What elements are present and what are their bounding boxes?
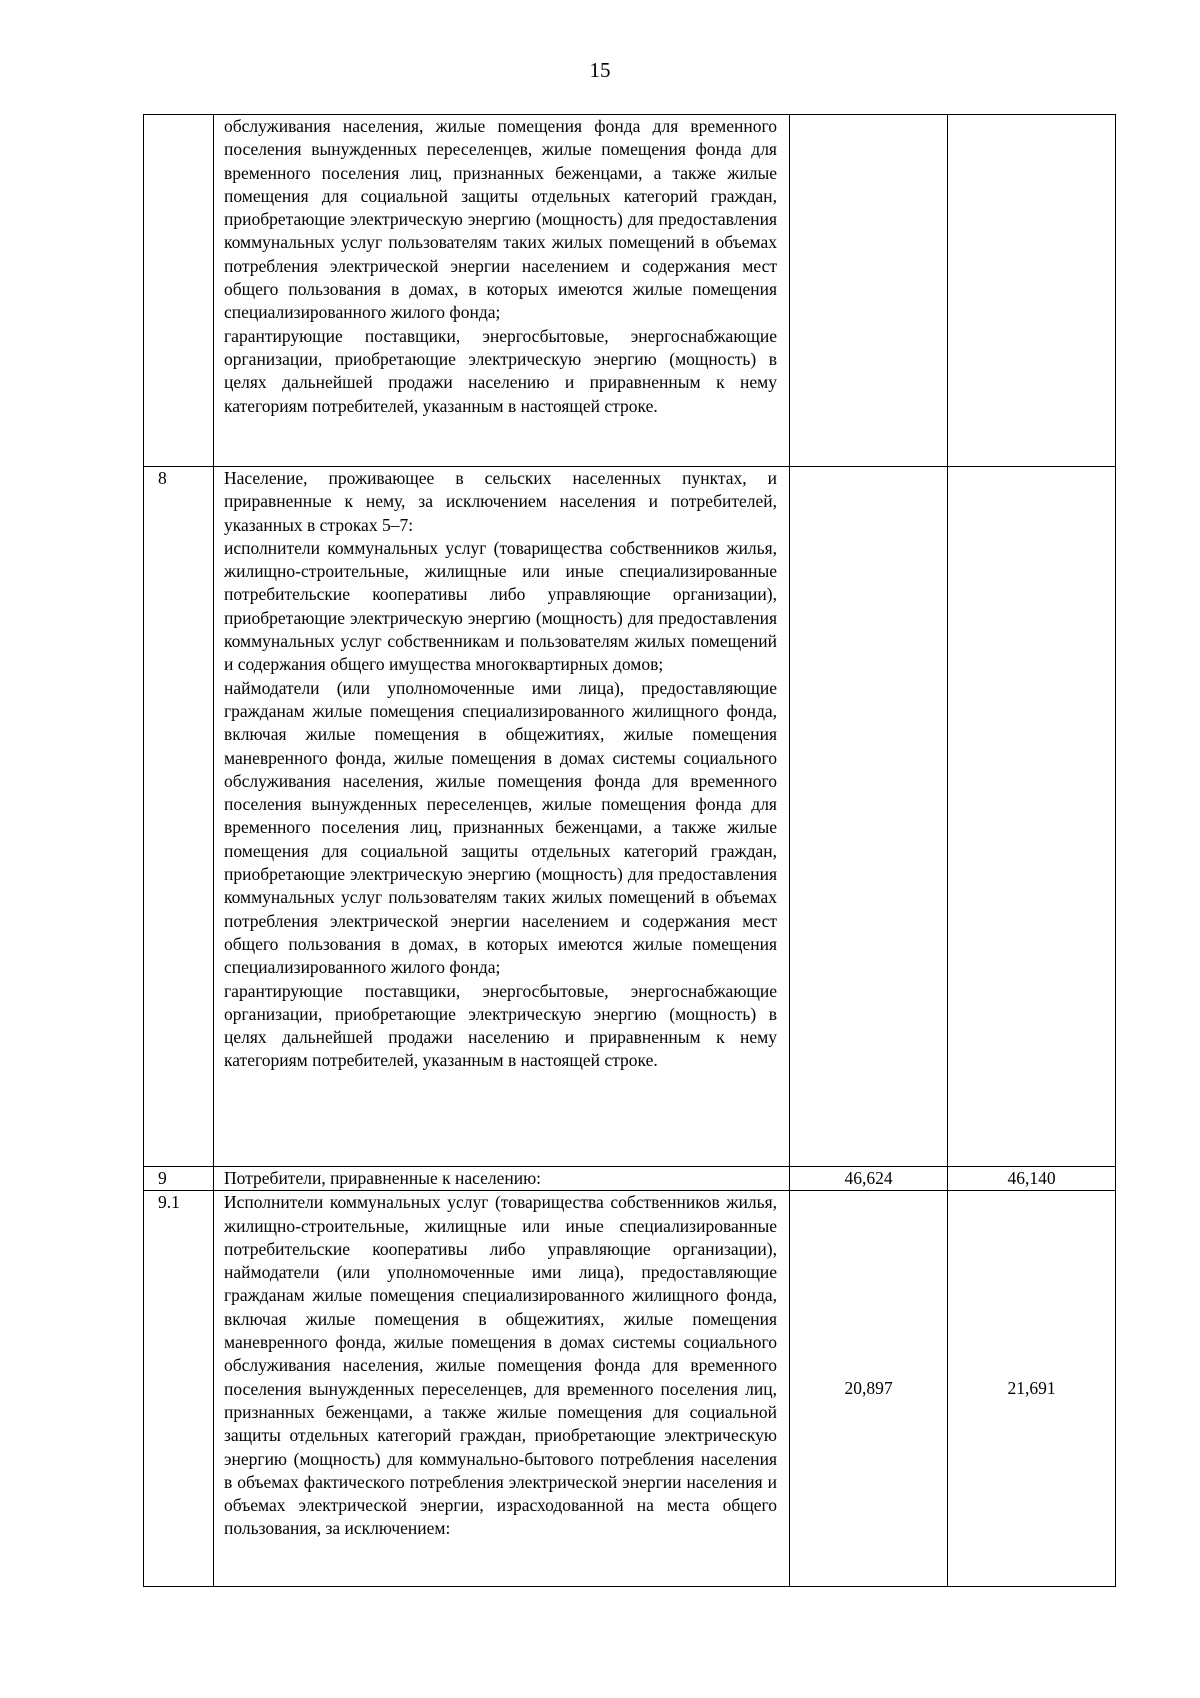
- page-number: 15: [589, 58, 611, 82]
- table-row-8: [144, 467, 1116, 1167]
- value-column-1: 46,624: [790, 1167, 948, 1191]
- value-column-2: 21,691: [948, 1191, 1116, 1587]
- row-number: 9: [144, 1167, 214, 1191]
- description-paragraph: Население, проживающее в сельских населенных пунктах, и приравненные к нему, за исключением населения и потребителей, указанных в строках 5–7:: [224, 468, 777, 535]
- description-paragraph: гарантирующие поставщики, энергосбытовые, энергоснабжающие организации, приобретающие электрическую энергию (мощность) в целях дальнейшей продажи населению и приравненным к нему категориям потребителей, указанным в настоящей строке.: [224, 325, 777, 416]
- description-paragraph: Потребители, приравненные к населению:: [224, 1168, 542, 1188]
- description-paragraph: исполнители коммунальных услуг (товарищества собственников жилья, жилищно-строительные, жилищные или иные специализированные потребительские кооперативы либо управляющие организации), приобретающие электрическую энергию (мощность) для предоставления коммунальных услуг собственникам и пользователям жилых помещений и содержания общего имущества многоквартирных домов;: [224, 537, 777, 675]
- value-column-1: 20,897: [790, 1191, 948, 1587]
- row-number: 8: [144, 467, 214, 1167]
- description-paragraph: обслуживания населения, жилые помещения фонда для временного поселения вынужденных переселенцев, жилые помещения фонда для временного поселения лиц, признанных беженцами, а также жилые помещения для социальной защиты отдельных категорий граждан, приобретающие электрическую энергию (мощность) для предоставления коммунальных услуг пользователям таких жилых помещений в объемах потребления электрической энергии населением и содержания мест общего пользования в домах, в которых имеются жилые помещения специализированного жилого фонда;: [224, 116, 777, 323]
- table-row-continuation: [144, 115, 1116, 467]
- tariff-table: [143, 114, 1116, 1587]
- value-column-2: [948, 115, 1116, 467]
- row-description: [214, 1167, 790, 1191]
- row-number: 9.1: [144, 1191, 214, 1587]
- value-column-2: [948, 467, 1116, 1167]
- table-row-9-1: [144, 1191, 1116, 1587]
- value-column-1: [790, 115, 948, 467]
- table-row-9: [144, 1167, 1116, 1191]
- value-column-1: [790, 467, 948, 1167]
- row-number: [144, 115, 214, 467]
- value-column-2: 46,140: [948, 1167, 1116, 1191]
- description-paragraph: Исполнители коммунальных услуг (товарищества собственников жилья, жилищно-строительные, жилищные или иные специализированные потребительские кооперативы либо управляющие организации), наймодатели (или уполномоченные ими лица), предоставляющие гражданам жилые помещения специализированного жилищного фонда, включая жилые помещения в общежитиях, жилые помещения маневренного фонда, жилые помещения в домах системы социального обслуживания населения, жилые помещения фонда для временного поселения вынужденных переселенцев, для временного поселения лиц, признанных беженцами, а также жилые помещения для социальной защиты отдельных категорий граждан, приобретающие электрическую энергию (мощность) для коммунально-бытового потребления населения в объемах фактического потребления электрической энергии населения и объемах электрической энергии, израсходованной на места общего пользования, за исключением:: [224, 1192, 777, 1539]
- description-paragraph: наймодатели (или уполномоченные ими лица), предоставляющие гражданам жилые помещения специализированного жилищного фонда, включая жилые помещения в общежитиях, жилые помещения маневренного фонда, жилые помещения в домах системы социального обслуживания населения, жилые помещения фонда для временного поселения вынужденных переселенцев, жилые помещения фонда для временного поселения лиц, признанных беженцами, а также жилые помещения для социальной защиты отдельных категорий граждан, приобретающие электрическую энергию (мощность) для предоставления коммунальных услуг пользователям таких жилых помещений в объемах потребления электрической энергии населением и содержания мест общего пользования в домах, в которых имеются жилые помещения специализированного жилого фонда;: [224, 677, 777, 978]
- description-paragraph: гарантирующие поставщики, энергосбытовые, энергоснабжающие организации, приобретающие электрическую энергию (мощность) в целях дальнейшей продажи населению и приравненным к нему категориям потребителей, указанным в настоящей строке.: [224, 980, 777, 1071]
- row-description: [214, 1191, 790, 1587]
- row-description: [214, 115, 790, 467]
- row-description: [214, 467, 790, 1167]
